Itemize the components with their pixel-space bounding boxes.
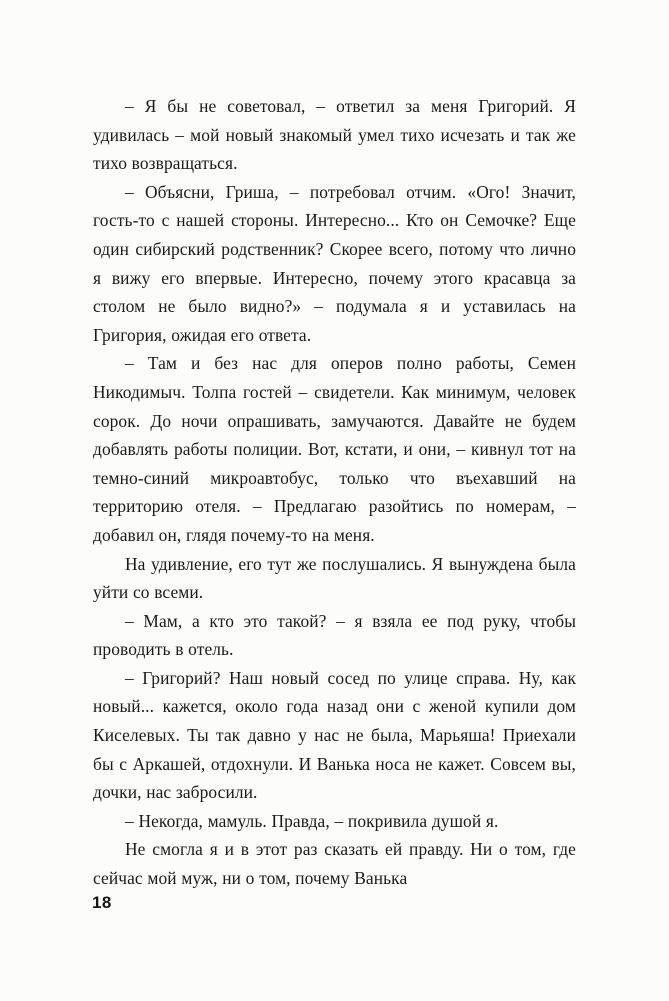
paragraph: – Некогда, мамуль. Правда, – покривила душой я. <box>125 810 499 831</box>
paragraph: – Я бы не советовал, – ответил за меня Григорий. Я удивилась – мой новый знакомый умел тихо исчезать и так же тихо возвращаться. <box>93 96 576 174</box>
page-number: 18 <box>92 893 112 912</box>
body-text-column <box>93 92 576 893</box>
paragraph: – Мам, а кто это такой? – я взяла ее под руку, чтобы проводить в отель. <box>93 610 576 660</box>
paragraph: – Объясни, Гриша, – потребовал отчим. «Ого! Значит, гость-то с нашей стороны. Интересно... Кто он Семочке? Еще один сибирский родственник? Скорее всего, потому что лично я вижу его впервые. Интересно, почему этого красавца за столом не было видно?» – подумала я и уставилась на Григория, ожидая его ответа. <box>93 181 576 345</box>
paragraph: – Григорий? Наш новый сосед по улице справа. Ну, как новый... кажется, около года назад они с женой купили дом Киселевых. Ты так давно у нас не была, Марьяша! Приехали бы с Аркашей, отдохнули. И Ванька носа не кажет. Совсем вы, дочки, нас забросили. <box>93 667 576 803</box>
paragraph: – Там и без нас для оперов полно работы, Семен Никодимыч. Толпа гостей – свидетели. Как минимум, человек сорок. До ночи опрашивать, замучаются. Давайте не будем добавлять работы полиции. Вот, кстати, и они, – кивнул тот на темно-синий микроавтобус, только что въехавший на территорию отеля. – Предлагаю разойтись по номерам, – добавил он, глядя почему-то на меня. <box>93 353 576 545</box>
paragraph: На удивление, его тут же послушались. Я вынуждена была уйти со всеми. <box>93 553 576 603</box>
paragraph: Не смогла я и в этот раз сказать ей правду. Ни о том, где сейчас мой муж, ни о том, почему Ванька <box>93 839 576 889</box>
